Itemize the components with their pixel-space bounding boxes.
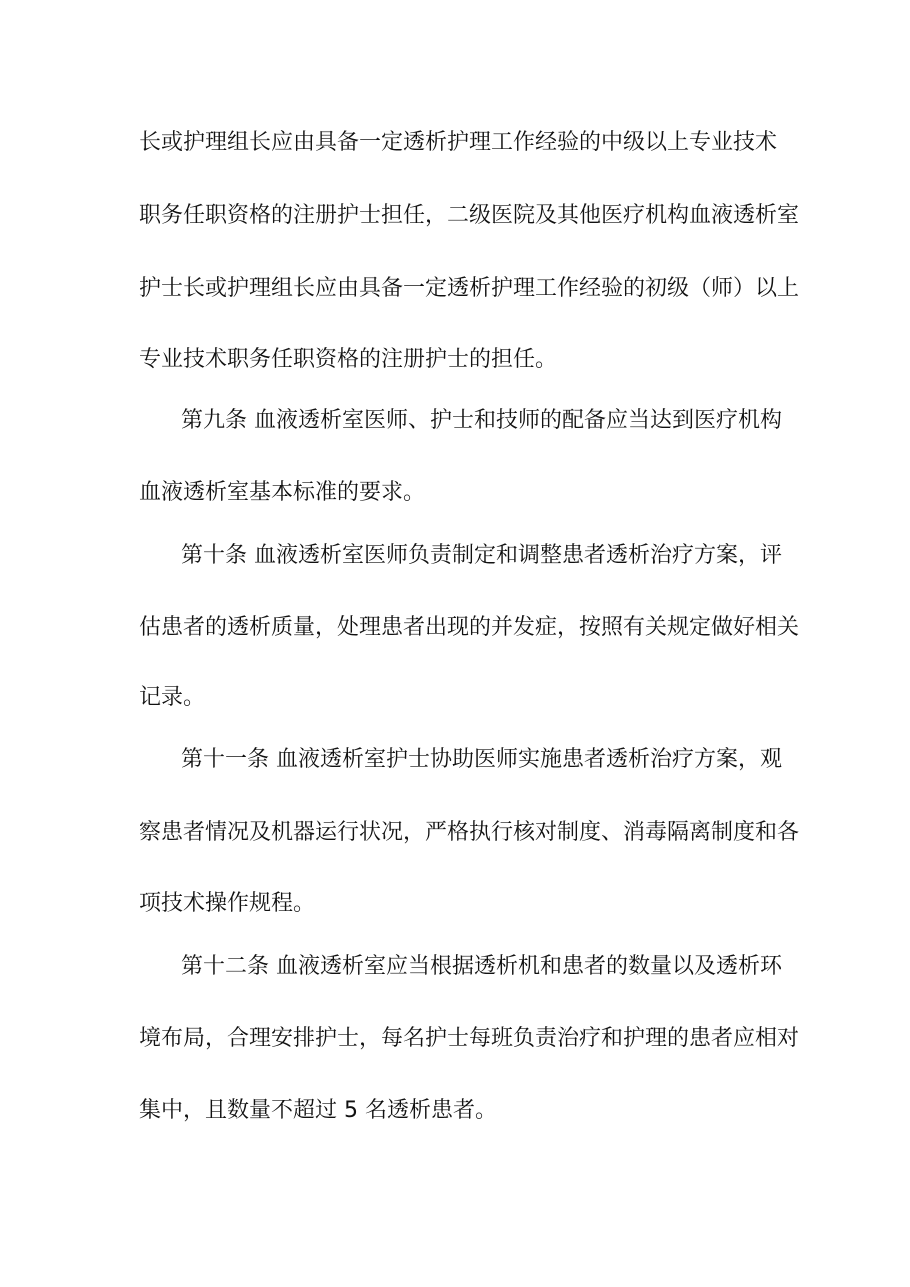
article-10-line-3: 记录。 xyxy=(139,685,206,710)
article-10-line-2: 估患者的透析质量，处理患者出现的并发症，按照有关规定做好相关 xyxy=(139,615,800,640)
article-9-line-2: 血液透析室基本标准的要求。 xyxy=(139,480,426,505)
article-11-line-2: 察患者情况及机器运行状况，严格执行核对制度、消毒隔离制度和各 xyxy=(139,820,800,845)
article-12-line-3: 集中，且数量不超过 5 名透析患者。 xyxy=(139,1098,497,1123)
article-11-line-1: 第十一条 血液透析室护士协助医师实施患者透析治疗方案，观 xyxy=(181,747,782,772)
paragraph-8-line-4: 专业技术职务任职资格的注册护士的担任。 xyxy=(139,347,558,372)
article-12-line-1: 第十二条 血液透析室应当根据透析机和患者的数量以及透析环 xyxy=(181,954,782,979)
article-10-line-1: 第十条 血液透析室医师负责制定和调整患者透析治疗方案，评 xyxy=(181,543,782,568)
article-9-line-1: 第九条 血液透析室医师、护士和技师的配备应当达到医疗机构 xyxy=(181,408,782,433)
paragraph-8-line-3: 护士长或护理组长应由具备一定透析护理工作经验的初级（师）以上 xyxy=(139,276,800,301)
paragraph-8-line-2: 职务任职资格的注册护士担任，二级医院及其他医疗机构血液透析室 xyxy=(139,203,800,228)
article-11-line-3: 项技术操作规程。 xyxy=(139,891,316,916)
paragraph-8-line-1: 长或护理组长应由具备一定透析护理工作经验的中级以上专业技术 xyxy=(139,130,778,155)
article-12-line-2: 境布局，合理安排护士，每名护士每班负责治疗和护理的患者应相对 xyxy=(139,1026,800,1051)
